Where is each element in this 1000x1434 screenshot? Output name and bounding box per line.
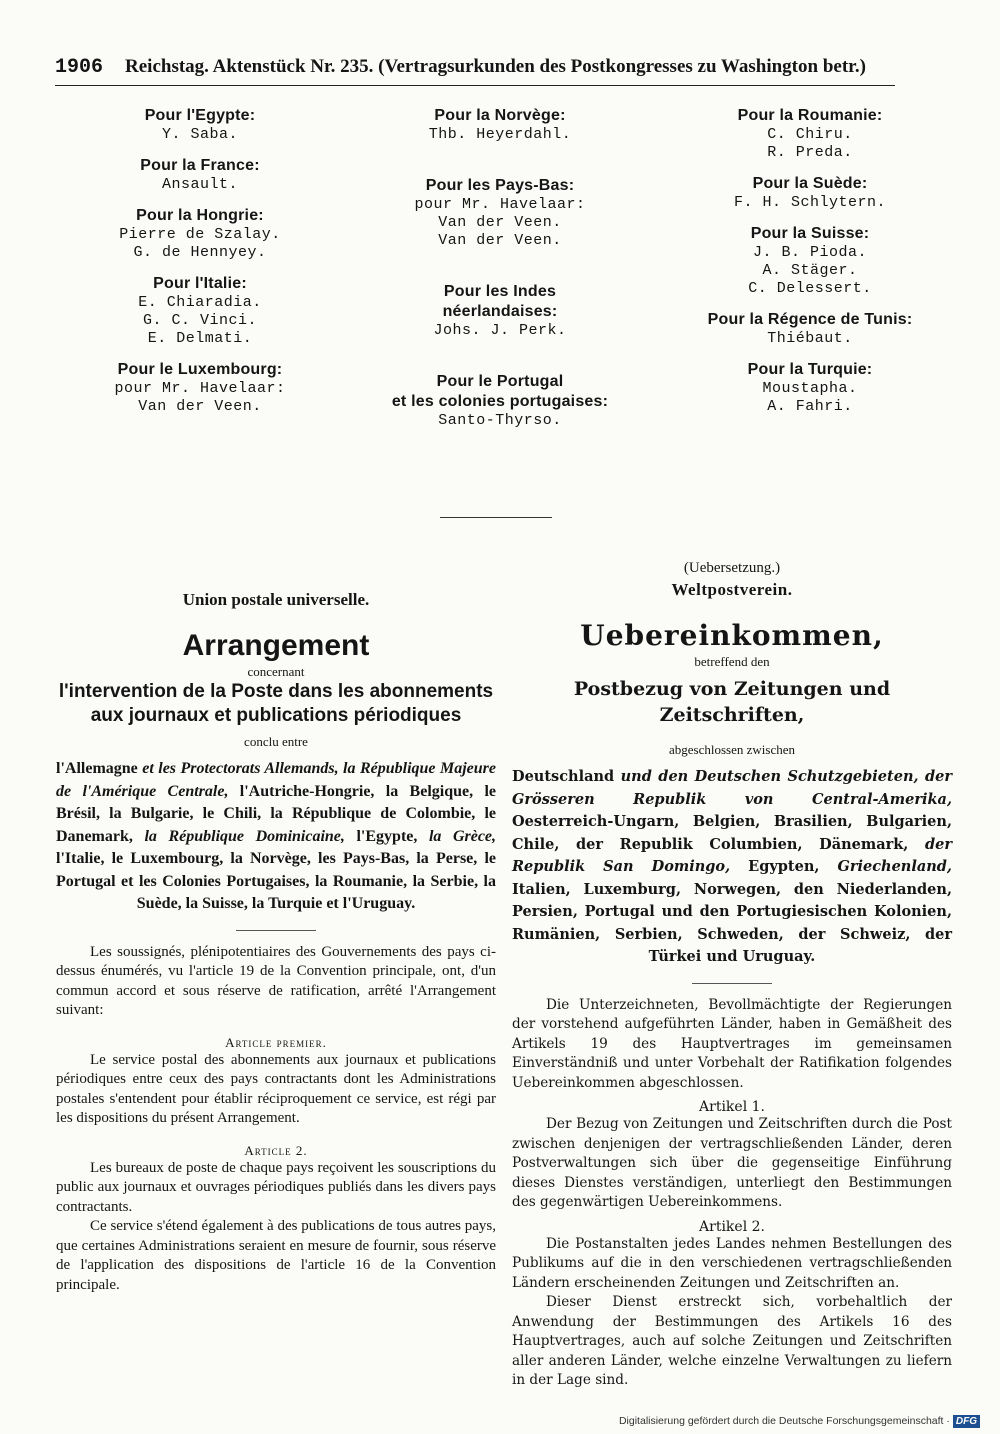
running-title: Reichstag. Aktenstück Nr. 235. (Vertragsurkunden des Postkongresses zu Washington betr.) xyxy=(125,56,866,77)
betreffend-label: betreffend den xyxy=(694,654,770,669)
signatory-country: Pour la Suisse: xyxy=(750,225,870,242)
signatory-name: Moustapha. xyxy=(762,380,858,397)
signatory-name: J. B. Pioda. xyxy=(752,244,868,261)
signatory-name: Pierre de Szalay. xyxy=(119,226,281,243)
union-heading-de: Weltpostverein. xyxy=(671,580,793,599)
party-text: und den Deutschen Schutzgebieten, der Grösseren Republik von Central-Amerika, xyxy=(512,768,952,808)
abgeschlossen-label: abgeschlossen zwischen xyxy=(669,742,795,757)
signatory-country: Pour la Régence de Tunis: xyxy=(707,311,913,328)
signatures-column-3 xyxy=(695,106,925,416)
translation-label: (Uebersetzung.) xyxy=(683,560,781,576)
article-2-title-de: Artikel 2. xyxy=(699,1218,765,1235)
signatory-country: Pour les Indes xyxy=(443,283,557,300)
signatory-country: Pour l'Egypte: xyxy=(144,107,256,124)
signatory-country: néerlandaises: xyxy=(442,303,558,320)
article-2-text-de: Die Postanstalten jedes Landes nehmen Bestellungen des Publikums auf die in den verschiedenen vertragschließenden Ländern erscheinenden Zeitungen und Zeitschriften an. Dieser Dienst erstreckt sich, vorbehaltlich der Anwendung der Bestimmungen des Artikels 16 des Hauptvertrages, auch auf solche Zeitungen und Zeitschriften aller anderen Länder, welche einzelne Verwaltungen zu liefern in der Lage sind. xyxy=(512,1235,952,1388)
party-text: Griechenland, xyxy=(837,858,952,875)
signatory-country: et les colonies portugaises: xyxy=(391,393,609,410)
preamble-fr: Les soussignés, plénipotentiaires des Gouvernements des pays ci-dessus énumérés, vu l'article 19 de la Convention principale, ont, d'un commun accord et sous réserve de ratification, arrêté l'Arrangement suivant: xyxy=(56,943,496,1018)
header-rule xyxy=(55,85,895,86)
conclu-label: conclu entre xyxy=(244,734,308,749)
article-1-title-de: Artikel 1. xyxy=(699,1099,765,1115)
signatory-name: A. Stäger. xyxy=(762,262,858,279)
running-header xyxy=(55,56,895,79)
signatory-name: Van der Veen. xyxy=(138,398,262,415)
signatory-name: R. Preda. xyxy=(767,144,853,161)
signatory-country: Pour le Portugal xyxy=(436,373,564,390)
party-text: Oesterreich-Ungarn, Belgien, Brasilien, Bulgarien, Chile, der Republik Columbien, Dänemark, xyxy=(512,813,952,853)
section-separator xyxy=(440,517,552,518)
signatures-column-1 xyxy=(95,106,305,416)
subtitle-line-2: aux journaux et publications périodiques xyxy=(90,705,462,726)
parties-list-fr xyxy=(56,758,496,916)
subtitle-de: Postbezug von Zeitungen und Zeitschriften, xyxy=(573,678,891,726)
article-1-title-fr: Article premier. xyxy=(225,1034,327,1050)
french-column xyxy=(56,560,496,1295)
subtitle-line-1: l'intervention de la Poste dans les abonnements xyxy=(58,681,494,702)
signatory-name: Thiébaut. xyxy=(767,330,853,347)
article-2-text-fr: Les bureaux de poste de chaque pays reçoivent les souscriptions du public aux journaux et ouvrages périodiques publiés dans les divers pays contractants. Ce service s'étend également à des publications de tous autres pays, que certaines Administrations seraient en mesure de fournir, sous réserve de l'application des dispositions de l'article 16 de la Convention principale. xyxy=(56,1159,496,1293)
signatory-name: E. Delmati. xyxy=(147,330,253,347)
party-text: et les Protectorats Allemands, la République Majeure de l'Amérique Centrale, xyxy=(56,760,496,800)
signatory-name: G. C. Vinci. xyxy=(142,312,258,329)
signatory-name: C. Delessert. xyxy=(748,280,872,297)
signatory-name: pour Mr. Havelaar: xyxy=(414,196,586,213)
signatory-country: Pour le Luxembourg: xyxy=(117,361,283,378)
signatory-country: Pour l'Italie: xyxy=(153,275,247,292)
article-1-text-de: Der Bezug von Zeitungen und Zeitschriften durch die Post zwischen denjenigen der vertragschließenden Länder, deren Postverwaltungen sich über die gegenseitige Einführung dieses Dienstes verständigen, unterliegt den Bestimmungen des gegenwärtigen Uebereinkommens. xyxy=(512,1116,952,1210)
party-text: la Grèce, xyxy=(428,827,497,845)
signatory-country: Pour la Turquie: xyxy=(747,361,873,378)
article-2-title-fr: Article 2. xyxy=(244,1142,308,1158)
signatory-country: Pour les Pays-Bas: xyxy=(425,177,575,194)
signatory-country: Pour la Norvège: xyxy=(434,107,566,124)
signatory-name: F. H. Schlytern. xyxy=(733,194,887,211)
party-text: l'Egypte, xyxy=(344,827,429,845)
signatory-country: Pour la Hongrie: xyxy=(136,207,264,224)
signatory-name: C. Chiru. xyxy=(767,126,853,143)
digitization-footer xyxy=(619,1415,980,1428)
party-text: Italien, Luxemburg, Norwegen, den Niederlanden, Persien, Portugal und den Portugiesischen Kolonien, Rumänien, Serbien, Schweden, der Schweiz, der Türkei und Uruguay. xyxy=(512,880,952,965)
signatory-name: Van der Veen. xyxy=(438,232,562,249)
signatory-name: E. Chiaradia. xyxy=(138,294,262,311)
page-number: 1906 xyxy=(55,56,104,79)
preamble-de: Die Unterzeichneten, Bevollmächtigte der Regierungen der vorstehend aufgeführten Länder, haben in Gemäßheit des Artikels 19 des Hauptvertrages im gemeinsamen Einverständniß und unter Vorbehalt der Ratifikation folgendes Uebereinkommen abgeschlossen. xyxy=(512,996,952,1091)
article-1-text-fr: Le service postal des abonnements aux journaux et publications périodiques entre ceux des pays contractants dont les Administrations postales s'entendent pour établir réciproquement ce service, est régi par les dispositions du présent Arrangement. xyxy=(56,1051,496,1126)
signatory-name: Thb. Heyerdahl. xyxy=(428,126,572,143)
signatory-name: Van der Veen. xyxy=(438,214,562,231)
signatures-column-2 xyxy=(385,106,615,430)
party-text: l'Autriche-Hongrie, la Belgique, le Brésil, la Bulgarie, le Chili, la République de Colombie, le Danemark, xyxy=(56,782,496,845)
signatory-name: A. Fahri. xyxy=(767,398,853,415)
signatory-name: Johs. J. Perk. xyxy=(433,322,567,339)
party-text: l'Italie, le Luxembourg, la Norvège, les Pays-Bas, la Perse, le Portugal et les Colonies Portugaises, la Roumanie, la Serbie, la Suède, la Suisse, la Turquie et l'Uruguay. xyxy=(56,850,496,912)
party-text: Egypten, xyxy=(730,858,838,875)
signatory-name: Santo-Thyrso. xyxy=(438,412,562,429)
parties-list-de xyxy=(512,766,952,969)
arrangement-title: Arrangement xyxy=(182,629,370,662)
signatory-country: Pour la Roumanie: xyxy=(737,107,883,124)
party-text: der Republik San Domingo, xyxy=(512,835,952,875)
signatory-country: Pour la Suède: xyxy=(752,175,868,192)
union-heading-fr: Union postale universelle. xyxy=(182,590,370,609)
party-text: l'Allemagne xyxy=(56,760,143,777)
concernant-label: concernant xyxy=(247,664,305,679)
party-text: la République Dominicaine, xyxy=(144,827,345,845)
signatory-name: G. de Hennyey. xyxy=(133,244,267,261)
signatory-name: Y. Saba. xyxy=(161,126,238,143)
signatory-country: Pour la France: xyxy=(140,157,260,174)
party-text: Deutschland xyxy=(512,768,621,785)
uebereinkommen-title: Uebereinkommen, xyxy=(580,619,884,652)
footer-text: Digitalisierung gefördert durch die Deutsche Forschungsgemeinschaft · xyxy=(618,1415,950,1427)
dfg-logo-icon: DFG xyxy=(953,1415,980,1428)
signatory-name: Ansault. xyxy=(161,176,238,193)
signatory-name: pour Mr. Havelaar: xyxy=(114,380,286,397)
german-column xyxy=(512,560,952,1391)
